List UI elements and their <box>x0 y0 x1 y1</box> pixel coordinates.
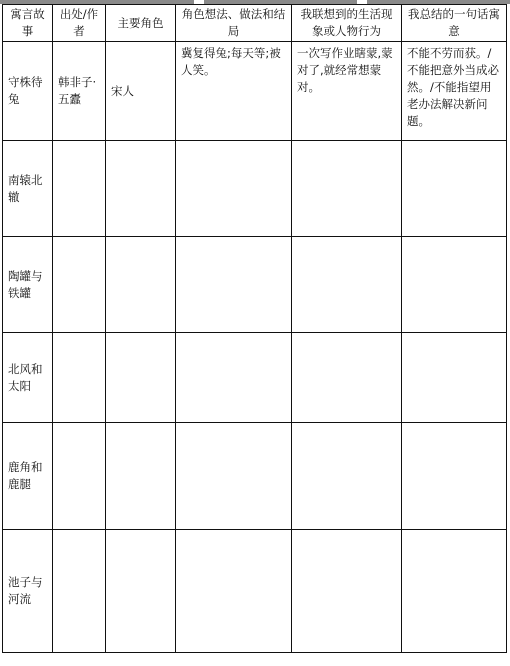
table-row <box>3 42 507 141</box>
role-cell[interactable] <box>106 530 176 653</box>
header-life-association: 我联想到的生活现象或人物行为 <box>292 5 402 42</box>
association-cell[interactable] <box>292 423 402 530</box>
header-role-actions: 角色想法、做法和结局 <box>176 5 292 42</box>
association-cell[interactable]: 一次写作业瞎蒙,蒙对了,就经常想蒙对。 <box>292 42 402 141</box>
association-cell[interactable] <box>292 141 402 237</box>
moral-cell[interactable] <box>402 530 507 653</box>
story-cell: 池子与河流 <box>3 530 53 653</box>
actions-cell[interactable]: 冀复得兔;每天等;被人笑。 <box>176 42 292 141</box>
moral-cell[interactable]: 不能不劳而获。/不能把意外当成必然。/不能指望用老办法解决新问题。 <box>402 42 507 141</box>
actions-cell[interactable] <box>176 333 292 423</box>
story-cell: 南辕北辙 <box>3 141 53 237</box>
actions-cell[interactable] <box>176 141 292 237</box>
header-fable-story: 寓言故事 <box>3 5 53 42</box>
moral-cell[interactable] <box>402 237 507 333</box>
table-row <box>3 237 507 333</box>
association-cell[interactable] <box>292 530 402 653</box>
story-cell: 北风和太阳 <box>3 333 53 423</box>
role-cell[interactable]: 宋人 <box>106 42 176 141</box>
role-cell[interactable] <box>106 237 176 333</box>
actions-cell[interactable] <box>176 237 292 333</box>
source-cell[interactable]: 韩非子·五蠹 <box>53 42 106 141</box>
source-cell[interactable] <box>53 423 106 530</box>
role-cell[interactable] <box>106 333 176 423</box>
actions-cell[interactable] <box>176 423 292 530</box>
header-source-author: 出处/作者 <box>53 5 106 42</box>
table-row <box>3 333 507 423</box>
actions-cell[interactable] <box>176 530 292 653</box>
header-moral-summary: 我总结的一句话寓意 <box>402 5 507 42</box>
header-row <box>3 5 507 42</box>
table-row <box>3 423 507 530</box>
table-header <box>3 5 507 42</box>
moral-cell[interactable] <box>402 423 507 530</box>
source-cell[interactable] <box>53 333 106 423</box>
table-row <box>3 530 507 653</box>
moral-cell[interactable] <box>402 333 507 423</box>
role-cell[interactable] <box>106 423 176 530</box>
source-cell[interactable] <box>53 530 106 653</box>
header-main-role: 主要角色 <box>106 5 176 42</box>
source-cell[interactable] <box>53 237 106 333</box>
role-cell[interactable] <box>106 141 176 237</box>
fable-worksheet-table <box>2 4 507 653</box>
source-cell[interactable] <box>53 141 106 237</box>
moral-cell[interactable] <box>402 141 507 237</box>
story-cell: 守株待兔 <box>3 42 53 141</box>
table-body <box>3 42 507 653</box>
table-row <box>3 141 507 237</box>
story-cell: 鹿角和鹿腿 <box>3 423 53 530</box>
story-cell: 陶罐与铁罐 <box>3 237 53 333</box>
association-cell[interactable] <box>292 333 402 423</box>
association-cell[interactable] <box>292 237 402 333</box>
